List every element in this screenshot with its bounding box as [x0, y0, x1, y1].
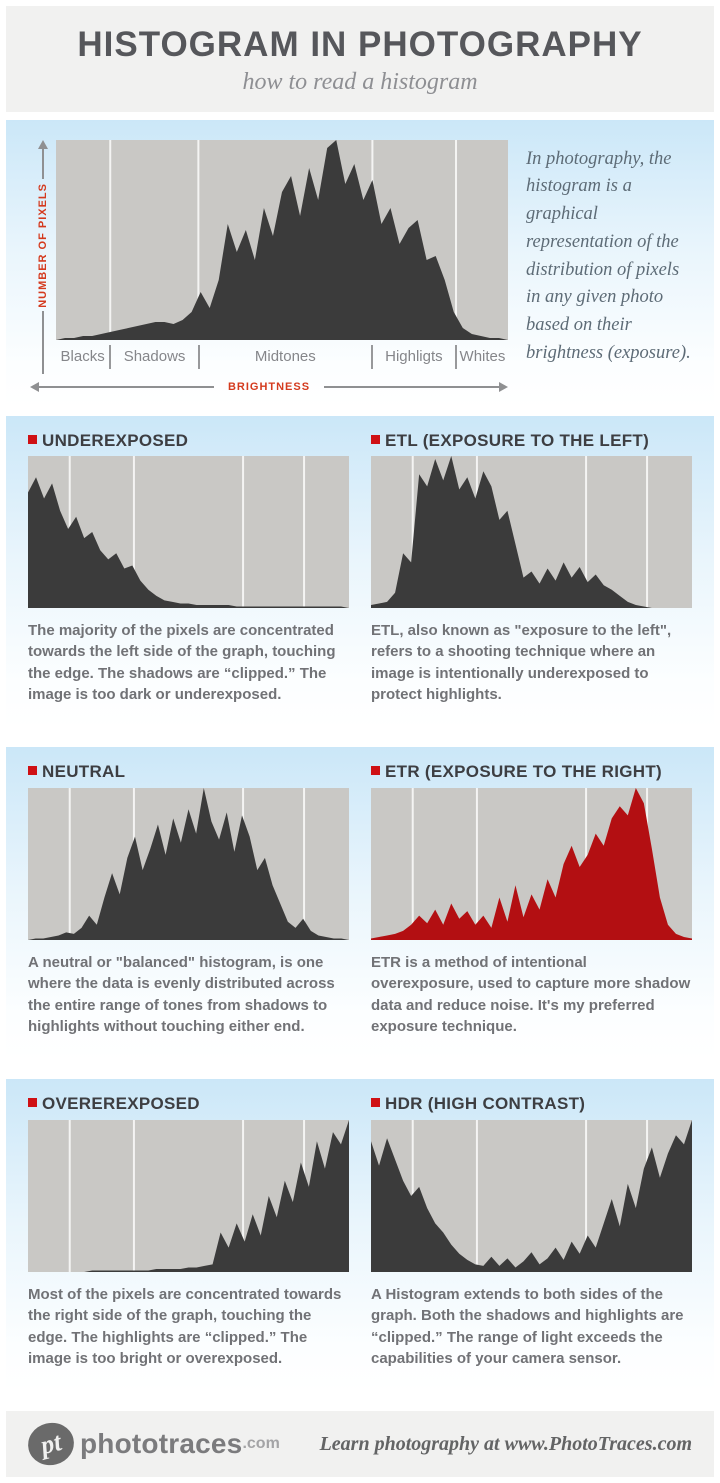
histogram-underexposed: [28, 456, 349, 608]
y-axis: [30, 140, 56, 374]
section-description: The majority of the pixels are concentrated towards the left side of the graph, touching the edge. The shadows are “clipped.” The image is too dark or underexposed.: [28, 622, 336, 704]
x-axis-arrow-left-icon: [30, 382, 39, 392]
y-axis-arrow-icon: [38, 140, 48, 149]
section-row-2: [6, 747, 714, 1061]
section-description: ETL, also known as "exposure to the left", refers to a shooting technique where an image is intentionally underexposed to protect highlights.: [371, 622, 672, 704]
section-row-1: [6, 416, 714, 730]
section-etl: [371, 432, 692, 706]
y-axis-label: NUMBER OF PIXELS: [37, 182, 49, 308]
histogram-etl: [371, 456, 692, 608]
histogram-etr: [371, 788, 692, 940]
section-hdr: [371, 1095, 692, 1369]
header: [6, 6, 714, 112]
red-square-bullet-icon: [371, 1098, 380, 1107]
brand-name: phototraces: [80, 1428, 243, 1460]
footer: [6, 1411, 714, 1477]
main-histogram-panel: [6, 120, 714, 408]
histogram-neutral: [28, 788, 349, 940]
section-underexposed: [28, 432, 349, 706]
section-title: OVEREREXPOSED: [42, 1094, 200, 1114]
red-square-bullet-icon: [371, 766, 380, 775]
histogram-overexposed: [28, 1120, 349, 1272]
x-axis: [30, 380, 508, 394]
section-etr: [371, 763, 692, 1037]
red-square-bullet-icon: [28, 1098, 37, 1107]
red-square-bullet-icon: [28, 435, 37, 444]
zone-label-highlights: Highligts: [385, 348, 443, 365]
intro-text: In photography, the histogram is a graphical representation of the distribution of pixels in any given photo based on their brightness (exposure).: [526, 148, 691, 363]
main-histogram-chart: [56, 140, 508, 340]
zone-label-shadows: Shadows: [123, 348, 186, 365]
section-title: ETL (EXPOSURE TO THE LEFT): [385, 430, 650, 450]
section-description: A neutral or "balanced" histogram, is one where the data is evenly distributed across the entire range of tones from shadows to highlights without touching either end.: [28, 954, 335, 1035]
section-title: UNDEREXPOSED: [42, 430, 189, 450]
section-description: A Histogram extends to both sides of the graph. Both the shadows and highlights are “clipped.” The range of light exceeds the capabilities of your camera sensor.: [371, 1285, 684, 1367]
section-row-3: [6, 1079, 714, 1393]
phototraces-logo-icon: pt: [24, 1418, 79, 1470]
section-title: ETR (EXPOSURE TO THE RIGHT): [385, 762, 662, 782]
brand-suffix: .com: [242, 1435, 280, 1453]
section-description: ETR is a method of intentional overexposure, used to capture more shadow data and reduce noise. It's my preferred exposure technique.: [371, 954, 691, 1035]
zone-label-midtones: Midtones: [254, 348, 316, 365]
page-subtitle: how to read a histogram: [242, 68, 478, 95]
x-axis-label: BRIGHTNESS: [227, 380, 311, 393]
section-neutral: [28, 763, 349, 1037]
zone-label-blacks: Blacks: [60, 348, 105, 365]
section-description: Most of the pixels are concentrated towards the right side of the graph, touching the edge. The highlights are “clipped.” The image is too bright or overexposed.: [28, 1285, 342, 1367]
histogram-hdr: [371, 1120, 692, 1272]
red-square-bullet-icon: [371, 435, 380, 444]
x-axis-line: [39, 386, 214, 388]
x-axis-line: [324, 386, 499, 388]
main-chart-block: [30, 140, 508, 394]
zone-label-whites: Whites: [459, 348, 506, 365]
section-title: HDR (HIGH CONTRAST): [385, 1094, 586, 1114]
footer-tagline: Learn photography at www.PhotoTraces.com: [319, 1432, 692, 1455]
page-title: HISTOGRAM IN PHOTOGRAPHY: [77, 25, 643, 64]
y-axis-line: [42, 311, 44, 373]
brand-logo: [28, 1423, 280, 1465]
y-axis-line: [42, 149, 44, 179]
red-square-bullet-icon: [28, 766, 37, 775]
section-overexposed: [28, 1095, 349, 1369]
tone-zone-labels: [56, 340, 508, 374]
x-axis-arrow-right-icon: [499, 382, 508, 392]
section-title: NEUTRAL: [42, 762, 126, 782]
